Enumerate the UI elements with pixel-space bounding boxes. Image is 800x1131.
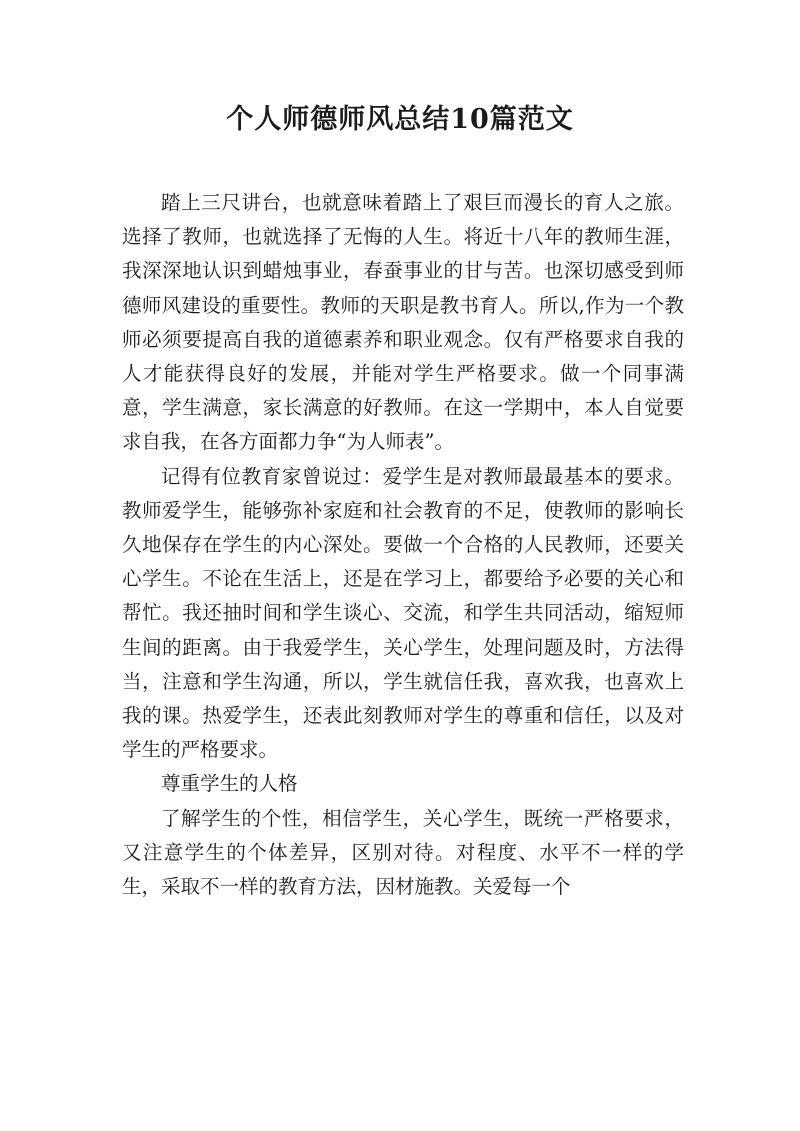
paragraph-individuality: 了解学生的个性，相信学生，关心学生，既统一严格要求，又注意学生的个体差异，区别对待。对程度、水平不一样的学生，采取不一样的教育方法，因材施教。关爱每一个 [122,806,684,899]
document-title: 个人师德师风总结10篇范文 [226,104,574,135]
paragraph-love-students: 记得有位教育家曾说过：爱学生是对教师最最基本的要求。教师爱学生，能够弥补家庭和社会教育的不足，使教师的影响长久地保存在学生的内心深处。要做一个合格的人民教师，还要关心学生。不论在生活上，还是在学习上，都要给予必要的关心和帮忙。我还抽时间和学生谈心、交流，和学生共同活动，缩短师生间的距离。由于我爱学生，关心学生，处理问题及时，方法得当，注意和学生沟通，所以，学生就信任我，喜欢我，也喜欢上我的课。热爱学生，还表此刻教师对学生的尊重和信任，以及对学生的严格要求。 [122,464,684,762]
section-heading-respect: 尊重学生的人格 [161,772,298,796]
document-body [122,186,684,904]
paragraph-intro: 踏上三尺讲台，也就意味着踏上了艰巨而漫长的育人之旅。选择了教师，也就选择了无悔的人生。将近十八年的教师生涯，我深深地认识到蜡烛事业，春蚕事业的甘与苦。也深切感受到师德师风建设的重要性。教师的天职是教书育人。所以,作为一个教师必须要提高自我的道德素养和职业观念。仅有严格要求自我的人才能获得良好的发展，并能对学生严格要求。做一个同事满意，学生满意，家长满意的好教师。在这一学期中，本人自觉要求自我，在各方面都力争“为人师表”。 [122,191,684,454]
